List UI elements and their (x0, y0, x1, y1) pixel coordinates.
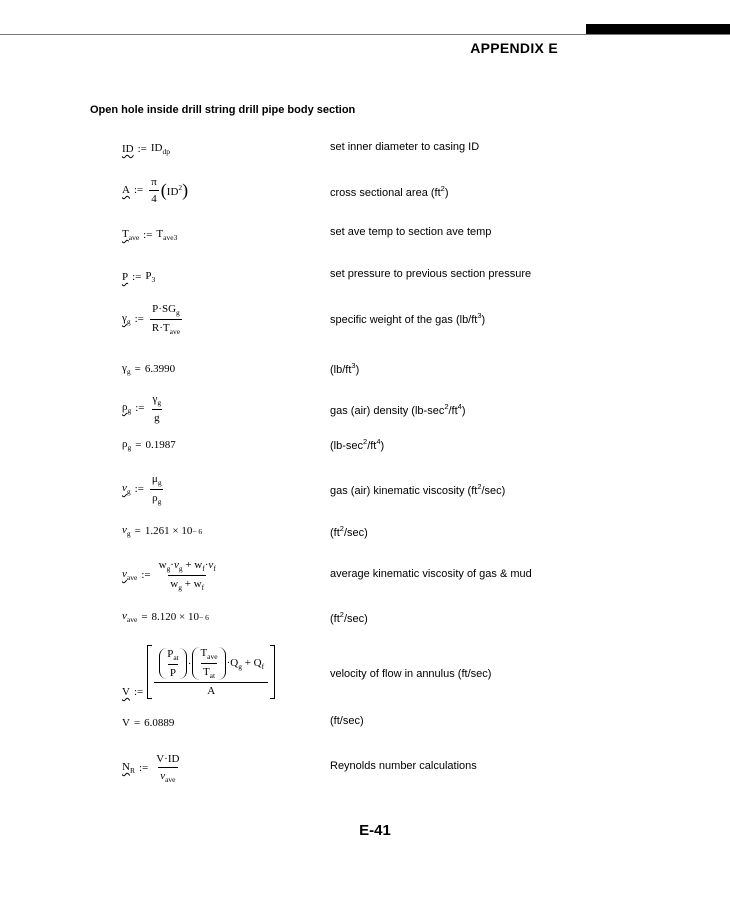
result-exponent: − 6 (199, 612, 209, 622)
equation: $\gamma_g$ = 6.3990 (122, 362, 176, 376)
equation: ID := $ID_{dp}$ (122, 142, 170, 156)
result-exponent: − 6 (192, 526, 203, 536)
equation-description: set ave temp to section ave temp (330, 226, 492, 238)
equation: $\rho_g$ := $\frac{\gamma_g}{g}$ (122, 392, 162, 424)
result-value: 1.261 (144, 525, 170, 537)
equation: $\nu_{ave}$ := $\frac{w_g\cdot\nu_g + w_f\cdot\nu_f}{w_g + w_f}$ (122, 558, 216, 592)
equation: $\rho_g$ = 0.1987 (122, 438, 176, 452)
equation: $\nu_g$ := $\frac{\mu_g}{\rho_g}$ (122, 472, 162, 506)
page-number: E-41 (359, 822, 391, 839)
equation: V = 6.0889 (122, 717, 175, 729)
equation-description: set inner diameter to casing ID (330, 141, 480, 153)
equation-description: $(lb-\sec^2/ft^4)$ (330, 437, 385, 452)
equation: $N_R$ := $\frac{V\cdot ID}{\nu_{ave}}$ (122, 752, 180, 784)
equation-description: gas (air) density $(lb-\sec^2/ft^4)$ (330, 402, 466, 417)
equation: P := $P_3$ (122, 270, 156, 284)
equation-description: set pressure to previous section pressure (330, 268, 532, 280)
equation-description: cross sectional area $(ft^2)$ (330, 184, 449, 199)
appendix-heading: APPENDIX E (470, 40, 558, 56)
equation: $\nu_{ave}$ = 8.120 × 10 − 6 (122, 610, 209, 624)
result-value: 8.120 (151, 611, 177, 623)
header-rule (0, 34, 730, 35)
equation: V := $\frac{P_{at}}{P}$ · $\frac{T_{ave}}{T_{at}}$ $\cdot Q_g + Q_f$ A (122, 640, 275, 704)
equation-description: $(ft^2/\sec)$ (330, 610, 368, 625)
equation: A := $\frac{\pi}{4}$ ( $ID^2$ ) (122, 175, 189, 205)
equation-description: Reynolds number calculations (330, 760, 477, 772)
equation-description: $(ft^2/\sec)$ (330, 524, 368, 539)
result-value: 6.3990 (144, 363, 176, 375)
equation-description: specific weight of the gas $(lb/ft^3)$ (330, 311, 486, 326)
header-bar (586, 24, 730, 34)
equation-description: $(lb/ft^3)$ (330, 361, 360, 376)
equation: $T_{ave}$ := $T_{ave3}$ (122, 228, 178, 242)
equation-description: average kinematic viscosity of gas & mud (330, 568, 532, 580)
equation-description: gas (air) kinematic viscosity $(ft^2/\sec)$ (330, 482, 506, 497)
section-title: Open hole inside drill string drill pipe body section (90, 104, 356, 116)
equation-description: velocity of flow in annulus (ft/sec) (330, 668, 492, 680)
equation: $\gamma_g$ := $\frac{P\cdot SG_g}{R\cdot T_{ave}}$ (122, 302, 181, 336)
result-value: 6.0889 (144, 717, 175, 729)
result-value: 0.1987 (145, 439, 176, 451)
equation: $\nu_g$ = 1.261 × 10 − 6 (122, 524, 203, 538)
equation-description: (ft/sec) (330, 715, 364, 727)
